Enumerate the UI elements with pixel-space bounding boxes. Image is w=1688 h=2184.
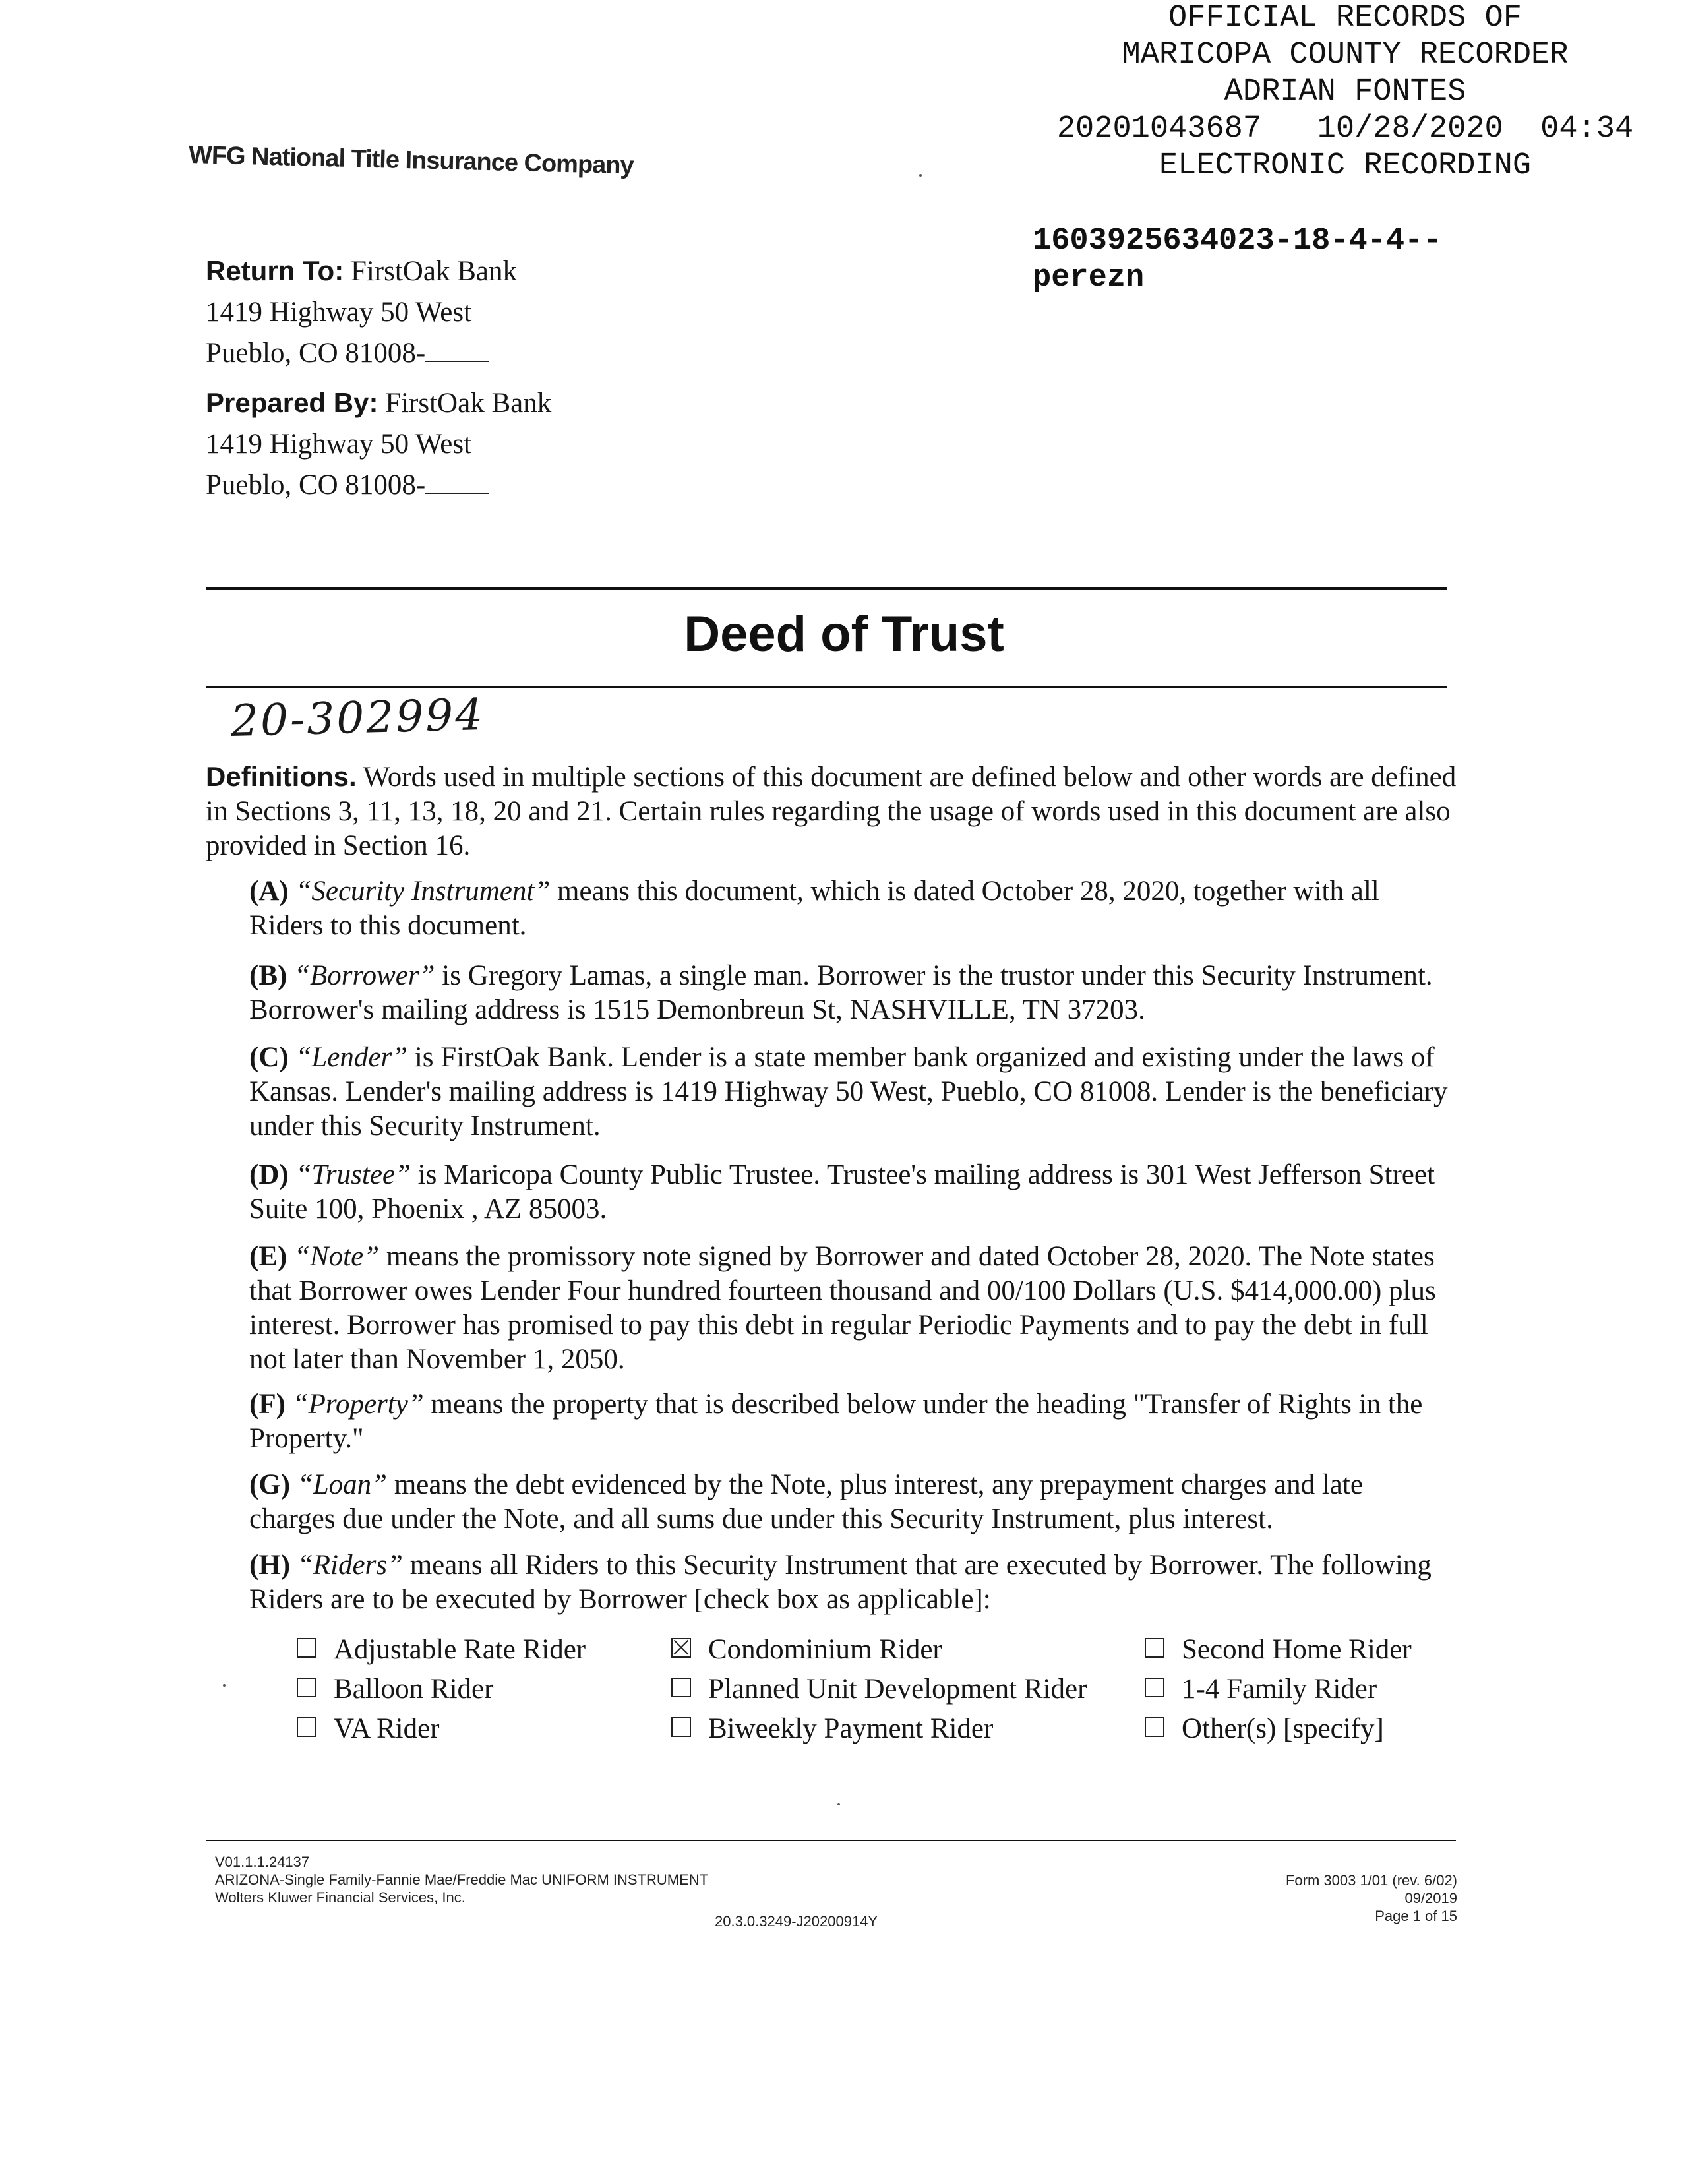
definition-item (249, 874, 1456, 943)
return-to-label: Return To: (206, 255, 344, 286)
definition-term: “Property” (292, 1389, 424, 1420)
checkbox[interactable] (1145, 1638, 1164, 1658)
definition-term: “Loan” (297, 1469, 388, 1500)
prepared-by-street: 1419 Highway 50 West (206, 429, 472, 460)
rider-planned-unit-development[interactable] (671, 1670, 1087, 1709)
footer-rule (206, 1840, 1456, 1841)
footer-instrument: ARIZONA-Single Family-Fannie Mae/Freddie Mac UNIFORM INSTRUMENT (215, 1871, 709, 1888)
recorder-line: ELECTRONIC RECORDING (1159, 148, 1532, 183)
rider-va[interactable] (297, 1709, 439, 1749)
definition-text: means all Riders to this Security Instrument that are executed by Borrower. The following Riders are to be executed by Borrower [check box as applicable]: (249, 1550, 1432, 1615)
rider-label: Biweekly Payment Rider (708, 1713, 994, 1744)
rider-label: Other(s) [specify] (1182, 1713, 1384, 1744)
definition-text: is FirstOak Bank. Lender is a state member bank organized and existing under the laws of Kansas. Lender's mailing address is 1419 Highway 50 West, Pueblo, CO 81008. Lender is the beneficiary under this Security Instrument. (249, 1042, 1448, 1141)
definition-text: means this document, which is dated October 28, 2020, together with all Riders to this document. (249, 876, 1379, 941)
recorder-line: ADRIAN FONTES (1224, 75, 1466, 109)
rider-condominium[interactable] (671, 1630, 942, 1670)
checkbox[interactable] (297, 1717, 316, 1737)
definition-item (249, 1240, 1456, 1377)
checkbox[interactable] (297, 1638, 316, 1658)
rider-adjustable-rate[interactable] (297, 1630, 586, 1670)
top-rule (206, 587, 1447, 590)
definitions-heading: Definitions. (206, 761, 357, 792)
definition-term: “Trustee” (295, 1159, 411, 1190)
footer-form: Form 3003 1/01 (rev. 6/02) (1285, 1872, 1457, 1889)
rider-label: 1-4 Family Rider (1182, 1674, 1377, 1705)
return-to-name: FirstOak Bank (350, 256, 517, 287)
return-to-street: 1419 Highway 50 West (206, 297, 472, 328)
definition-text: is Gregory Lamas, a single man. Borrower is the trustor under this Security Instrument. Borrower's mailing address is 1515 Demonbreun St, NASHVILLE, TN 37203. (249, 960, 1433, 1025)
recorder-line: MARICOPA COUNTY RECORDER (1122, 38, 1569, 73)
recording-user: perezn (1033, 260, 1145, 295)
definition-term: “Lender” (295, 1042, 408, 1073)
definition-text: means the promissory note signed by Borrower and dated October 28, 2020. The Note states that Borrower owes Lender Four hundred fourteen thousand and 00/100 Dollars (U.S. $414,000.00) plus interest. Borrower has promised to pay this debt in regular Periodic Payments and to pay the debt in full not later than November 1, 2050. (249, 1241, 1436, 1375)
definitions-intro-text: Words used in multiple sections of this document are defined below and other words are defined in Sections 3, 11, 13, 18, 20 and 21. Certain rules regarding the usage of words used in this document are also provided in Section 16. (206, 762, 1457, 861)
rider-label: Second Home Rider (1182, 1634, 1412, 1665)
checkbox[interactable] (1145, 1717, 1164, 1737)
recording-id (1033, 223, 1442, 297)
definition-item (249, 1387, 1456, 1456)
checkbox-checked[interactable] (671, 1638, 691, 1658)
definition-term: “Riders” (297, 1550, 403, 1581)
rider-1-4-family[interactable] (1145, 1670, 1377, 1709)
definition-letter: (G) (249, 1469, 291, 1500)
recorder-stamp (1015, 0, 1675, 185)
definition-letter: (A) (249, 876, 289, 907)
checkbox[interactable] (671, 1678, 691, 1697)
prepared-by-name: FirstOak Bank (385, 388, 552, 419)
zip-blank (425, 470, 489, 494)
definition-item (249, 1041, 1456, 1143)
scan-speck (837, 1803, 840, 1805)
rider-second-home[interactable] (1145, 1630, 1412, 1670)
definition-term: “Note” (294, 1241, 380, 1272)
checkbox[interactable] (671, 1717, 691, 1737)
return-to-city: Pueblo, CO 81008- (206, 338, 426, 369)
definition-term: “Borrower” (294, 960, 435, 991)
prepared-by-label: Prepared By: (206, 387, 378, 418)
definition-text: means the property that is described below under the heading "Transfer of Rights in the Property." (249, 1389, 1423, 1454)
rider-other[interactable] (1145, 1709, 1384, 1749)
definition-term: “Security Instrument” (295, 876, 551, 907)
definition-letter: (D) (249, 1159, 289, 1190)
definition-text: means the debt evidenced by the Note, plus interest, any prepayment charges and late charges due under the Note, and all sums due under this Security Instrument, plus interest. (249, 1469, 1363, 1534)
footer-build: 20.3.0.3249-J20200914Y (715, 1913, 878, 1929)
footer-publisher: Wolters Kluwer Financial Services, Inc. (215, 1889, 466, 1906)
handwritten-number: 20-302994 (230, 688, 486, 747)
rider-biweekly-payment[interactable] (671, 1709, 993, 1749)
footer-right (1286, 1871, 1457, 1925)
checkbox[interactable] (1145, 1678, 1164, 1697)
definition-letter: (C) (249, 1042, 289, 1073)
definition-item (249, 1548, 1456, 1617)
definition-letter: (E) (249, 1241, 287, 1272)
rider-label: Planned Unit Development Rider (708, 1674, 1087, 1705)
scan-speck (919, 174, 922, 177)
definition-letter: (B) (249, 960, 287, 991)
bottom-rule (206, 686, 1447, 688)
footer-page-number: Page 1 of 15 (1375, 1908, 1457, 1924)
rider-label: Adjustable Rate Rider (334, 1634, 586, 1665)
zip-blank (425, 338, 489, 362)
rider-label: VA Rider (334, 1713, 440, 1744)
prepared-by-city: Pueblo, CO 81008- (206, 470, 426, 501)
rider-balloon[interactable] (297, 1670, 493, 1709)
return-to-block (206, 251, 517, 374)
recording-id-line: 1603925634023-18-4-4-- (1033, 224, 1442, 258)
definition-letter: (H) (249, 1550, 291, 1581)
definition-item (249, 1468, 1456, 1536)
title-company: WFG National Title Insurance Company (188, 141, 634, 180)
recording-number-date-time: 20201043687 10/28/2020 04:34 (1056, 111, 1634, 146)
footer-left (215, 1853, 708, 1906)
definition-text: is Maricopa County Public Trustee. Trustee's mailing address is 301 West Jefferson Street Suite 100, Phoenix , AZ 85003. (249, 1159, 1435, 1225)
definition-item (249, 1158, 1456, 1227)
checkbox[interactable] (297, 1678, 316, 1697)
recorder-line: OFFICIAL RECORDS OF (1168, 1, 1522, 36)
prepared-by-block (206, 382, 551, 506)
rider-label: Balloon Rider (334, 1674, 494, 1705)
document-title: Deed of Trust (684, 606, 1004, 662)
definitions-intro (206, 760, 1459, 863)
scan-speck (223, 1684, 226, 1687)
rider-label: Condominium Rider (708, 1634, 942, 1665)
footer-version: V01.1.1.24137 (215, 1854, 310, 1870)
footer-form-date: 09/2019 (1404, 1890, 1457, 1906)
definition-item (249, 959, 1456, 1027)
definition-letter: (F) (249, 1389, 286, 1420)
